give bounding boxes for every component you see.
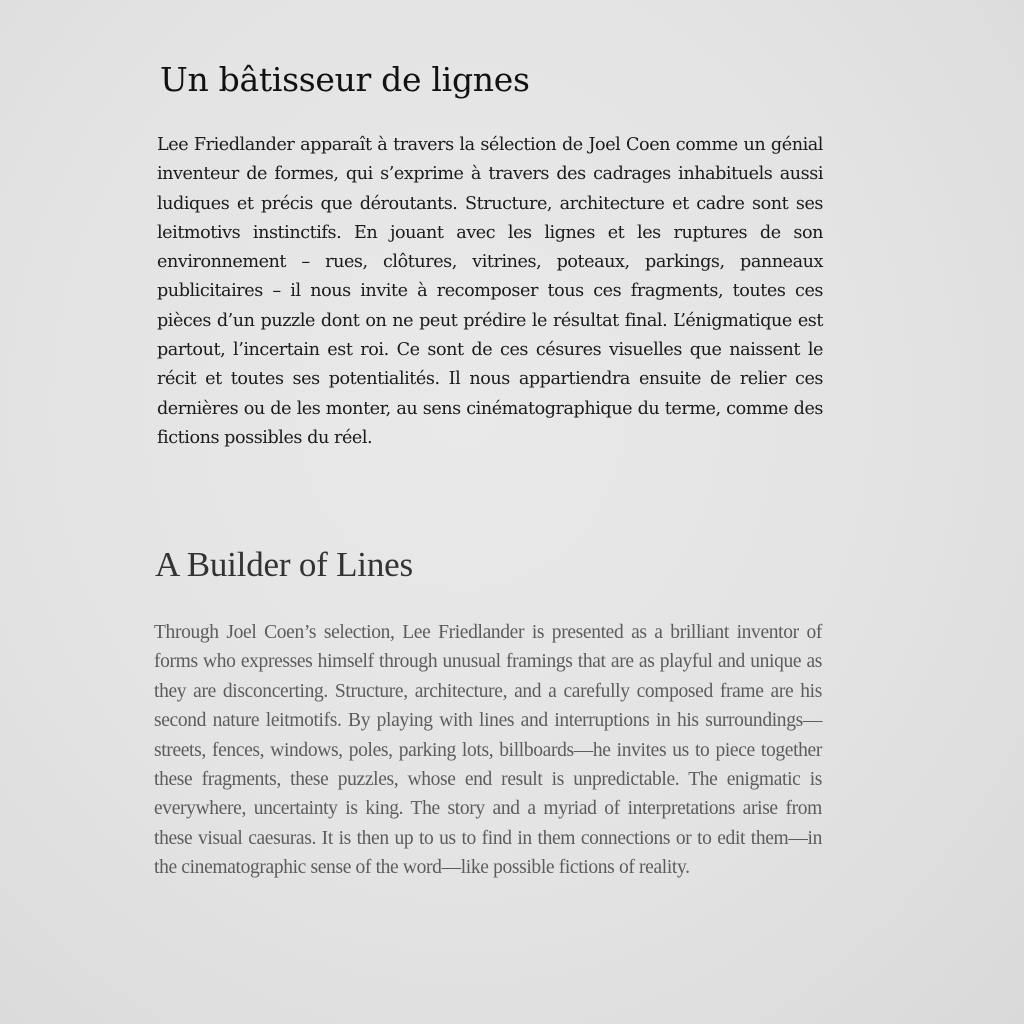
french-paragraph: Lee Friedlander apparaît à travers la sélection de Joel Coen comme un génial inventeur de formes, qui s’exprime à travers des cadrages inhabituels aussi ludiques et précis que déroutants. Structure, architecture et cadre sont ses leitmotivs instinctifs. En jouant avec les lignes et les ruptures de son environnement – rues, clôtures, vitrines, poteaux, parkings, panneaux publicitaires – il nous invite à recomposer tous ces fragments, toutes ces pièces d’un puzzle dont on ne peut prédire le résultat final. L’énigmatique est partout, l’incertain est roi. Ce sont de ces césures visuelles que naissent le récit et toutes ses potentialités. Il nous appartiendra ensuite de relier ces dernières ou de les monter, au sens cinématographique du terme, comme des fictions possibles du réel. <box>157 135 823 448</box>
english-paragraph: Through Joel Coen’s selection, Lee Friedlander is presented as a brilliant inventor of forms who expresses himself through unusual framings that are as playful and unique as they are disconcerting. Structure, architecture, and a carefully composed frame are his second nature leitmotifs. By playing with lines and interruptions in his surroundings—streets, fences, windows, poles, parking lots, billboards—he invites us to piece together these fragments, these puzzles, whose end result is unpredictable. The enigmatic is everywhere, uncertainty is king. The story and a myriad of interpretations arise from these visual caesuras. It is then up to us to find in them connections or to edit them—in the cinematographic sense of the word—like possible fictions of reality. <box>154 622 822 879</box>
english-title: A Builder of Lines <box>155 545 413 584</box>
french-title: Un bâtisseur de lignes <box>160 60 530 99</box>
